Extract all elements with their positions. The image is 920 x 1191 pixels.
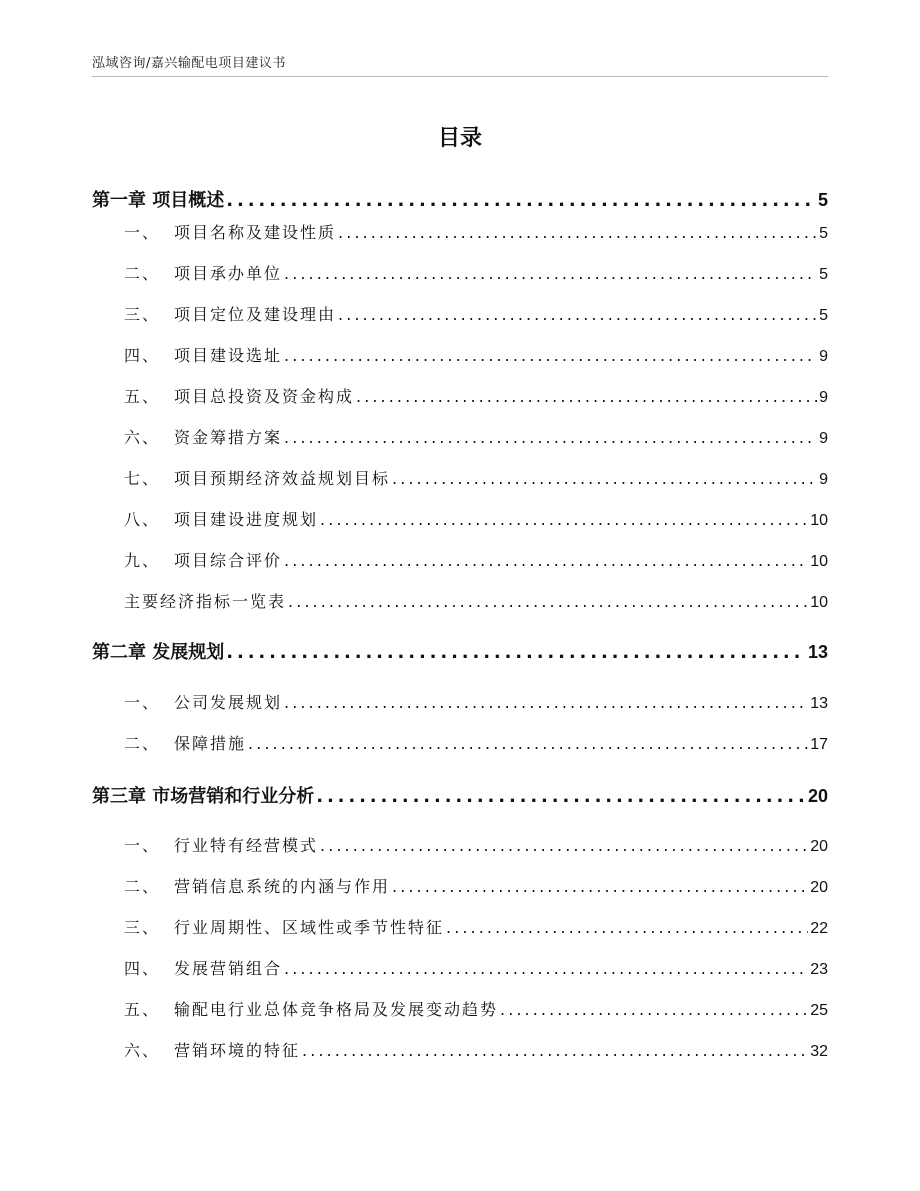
toc-page-number: 13 [810, 695, 828, 712]
dot-leader [392, 879, 808, 895]
dot-leader [316, 788, 806, 806]
toc-entry-label: 项目总投资及资金构成 [174, 387, 355, 406]
toc-page-number: 22 [810, 920, 828, 937]
toc-entry-label: 保障措施 [174, 734, 247, 753]
dot-leader [284, 553, 808, 569]
toc-entry-label: 行业周期性、区域性或季节性特征 [174, 918, 445, 937]
toc-section[interactable] [92, 690, 828, 713]
toc-page-number: 20 [810, 838, 828, 855]
toc-entry-label: 项目定位及建设理由 [174, 305, 337, 324]
toc-entry-label: 项目建设选址 [174, 346, 283, 365]
toc-page-number: 32 [810, 1043, 828, 1060]
dot-leader [446, 920, 808, 936]
toc-section[interactable] [92, 1038, 828, 1061]
toc-section[interactable] [92, 874, 828, 897]
toc-entry-number: 一、 [124, 693, 161, 712]
toc-entry-number: 八、 [124, 510, 161, 529]
table-of-contents [92, 0, 828, 1191]
toc-section[interactable] [92, 425, 828, 448]
toc-entry-number: 三、 [124, 918, 161, 937]
toc-chapter-1[interactable] [92, 186, 828, 212]
toc-entry-label: 第三章 市场营销和行业分析 [92, 786, 315, 807]
toc-entry-label: 公司发展规划 [174, 693, 283, 712]
toc-entry-number: 五、 [124, 1000, 161, 1019]
toc-page-number: 20 [807, 786, 828, 806]
toc-section[interactable] [92, 956, 828, 979]
dot-leader [248, 736, 808, 752]
toc-entry-number: 七、 [124, 469, 161, 488]
toc-chapter-3[interactable] [92, 782, 828, 808]
dot-leader [284, 266, 817, 282]
toc-page-number: 5 [819, 266, 828, 283]
toc-page-number: 9 [819, 348, 828, 365]
dot-leader [392, 471, 817, 487]
dot-leader [284, 961, 808, 977]
toc-entry-number: 二、 [124, 264, 161, 283]
dot-leader [288, 594, 808, 610]
toc-title: 目录 [437, 126, 482, 151]
toc-entry-number: 六、 [124, 428, 161, 447]
toc-section[interactable] [92, 997, 828, 1020]
toc-page-number: 9 [819, 389, 828, 406]
toc-section[interactable] [92, 220, 828, 243]
toc-page-number: 23 [810, 961, 828, 978]
toc-section[interactable] [92, 731, 828, 754]
toc-entry-label: 行业特有经营模式 [174, 836, 319, 855]
toc-section[interactable] [92, 261, 828, 284]
toc-entry-number: 九、 [124, 551, 161, 570]
dot-leader [338, 307, 817, 323]
dot-leader [338, 225, 817, 241]
toc-entry-label: 项目承办单位 [174, 264, 283, 283]
toc-entry-label: 项目综合评价 [174, 551, 283, 570]
toc-entry-label: 项目名称及建设性质 [174, 223, 337, 242]
toc-entry-label: 资金筹措方案 [174, 428, 283, 447]
toc-page-number: 5 [819, 225, 828, 242]
dot-leader [320, 838, 808, 854]
page-header: 泓域咨询/嘉兴输配电项目建议书 [92, 56, 286, 71]
dot-leader [284, 348, 817, 364]
toc-page-number: 5 [817, 190, 828, 210]
toc-section[interactable] [92, 302, 828, 325]
toc-page-number: 13 [807, 642, 828, 662]
dot-leader [284, 695, 808, 711]
toc-entry-number: 一、 [124, 223, 161, 242]
toc-section[interactable] [92, 466, 828, 489]
dot-leader [500, 1002, 808, 1018]
toc-entry-label: 项目预期经济效益规划目标 [174, 469, 391, 488]
toc-page-number: 20 [810, 879, 828, 896]
toc-entry-label: 发展营销组合 [174, 959, 283, 978]
toc-section[interactable] [92, 507, 828, 530]
toc-entry-number: 一、 [124, 836, 161, 855]
dot-leader [226, 192, 816, 210]
toc-entry-number: 四、 [124, 346, 161, 365]
toc-entry-number: 二、 [124, 734, 161, 753]
dot-leader [302, 1043, 808, 1059]
toc-section[interactable] [92, 589, 828, 612]
toc-page-number: 9 [819, 430, 828, 447]
toc-page-number: 25 [810, 1002, 828, 1019]
dot-leader [226, 644, 806, 662]
toc-page-number: 9 [819, 471, 828, 488]
toc-page-number: 10 [810, 512, 828, 529]
toc-entry-label: 输配电行业总体竞争格局及发展变动趋势 [174, 1000, 499, 1019]
toc-entry-label: 项目建设进度规划 [174, 510, 319, 529]
toc-section[interactable] [92, 343, 828, 366]
toc-entry-label: 第二章 发展规划 [92, 642, 225, 663]
toc-entry-number: 六、 [124, 1041, 161, 1060]
toc-section[interactable] [92, 833, 828, 856]
toc-section[interactable] [92, 548, 828, 571]
toc-entry-label: 主要经济指标一览表 [124, 592, 287, 611]
toc-chapter-2[interactable] [92, 638, 828, 664]
toc-page-number: 10 [810, 553, 828, 570]
toc-page-number: 5 [819, 307, 828, 324]
dot-leader [356, 389, 817, 405]
toc-entry-label: 营销信息系统的内涵与作用 [174, 877, 391, 896]
toc-entry-number: 三、 [124, 305, 161, 324]
dot-leader [320, 512, 808, 528]
toc-entry-label: 第一章 项目概述 [92, 190, 225, 211]
dot-leader [284, 430, 817, 446]
toc-page-number: 17 [810, 736, 828, 753]
toc-entry-label: 营销环境的特征 [174, 1041, 301, 1060]
toc-section[interactable] [92, 384, 828, 407]
toc-section[interactable] [92, 915, 828, 938]
toc-entry-number: 四、 [124, 959, 161, 978]
toc-entry-number: 五、 [124, 387, 161, 406]
toc-entry-number: 二、 [124, 877, 161, 896]
toc-page-number: 10 [810, 594, 828, 611]
